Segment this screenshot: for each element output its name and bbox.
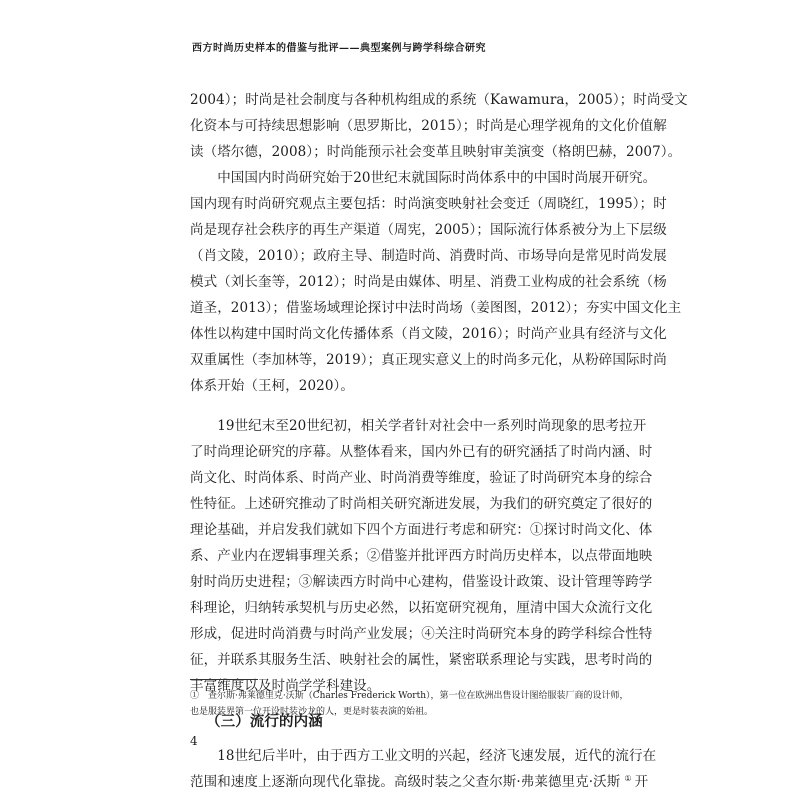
text-line: 18世纪后半叶，由于西方工业文明的兴起，经济飞速发展，近代的流行在 <box>190 748 657 764</box>
footnote-line: ① 查尔斯·弗莱德里克·沃斯（Charles Frederick Worth），第一位在欧洲出售设计图给服装厂商的设计师， <box>190 691 629 701</box>
footnote-rule <box>190 679 258 680</box>
text-line: 19世纪末至20世纪初，相关学者针对社会中一系列时尚现象的思考拉开 <box>190 418 647 434</box>
section-heading: （三）流行的内涵 <box>206 713 323 730</box>
footnote-line: 也是服装界第一位开设时装沙龙的人，更是时装表演的始祖。 <box>190 707 434 717</box>
text-line: 国内现有时尚研究观点主要包括：时尚演变映射社会变迁（周晓红，1995）；时 <box>190 196 667 212</box>
text-line: 理论基础，并启发我们就如下四个方面进行考虑和研究：①探讨时尚文化、体 <box>190 522 653 538</box>
text-line <box>190 769 649 795</box>
page-number: 4 <box>190 734 198 748</box>
text-line: 体性以构建中国时尚文化传播体系（肖文陵，2016）；时尚产业具有经济与文化 <box>190 326 667 342</box>
text-line: 系、产业内在逻辑事理关系；②借鉴并批评西方时尚历史样本，以点带面地映 <box>190 548 653 564</box>
text-line: 射时尚历史进程；③解读西方时尚中心建构，借鉴设计政策、设计管理等跨学 <box>190 574 653 590</box>
text-line: 道圣，2013）；借鉴场域理论探讨中法时尚场（姜图图，2012）；夯实中国文化主 <box>190 300 682 316</box>
text-line: 尚是现存社会秩序的再生产渠道（周宪，2005）；国际流行体系被分为上下层级 <box>190 222 667 238</box>
text-line: 体系开始（王柯，2020）。 <box>190 378 355 394</box>
text-line: 2004）；时尚是社会制度与各种机构组成的系统（Kawamura，2005）；时尚受文 <box>190 92 688 108</box>
text-line: 征，并联系其服务生活、映射社会的属性，紧密联系理论与实践，思考时尚的 <box>190 652 653 668</box>
text-line: 双重属性（李加林等，2019）；真正现实意义上的时尚多元化，从粉碎国际时尚 <box>190 352 667 368</box>
text-line: 了时尚理论研究的序幕。从整体看来，国内外已有的研究涵括了时尚内涵、时 <box>190 444 653 460</box>
text-fragment: 范围和速度上逐渐向现代化靠拢。高级时装之父查尔斯·弗莱德里克·沃斯 <box>190 774 621 790</box>
text-line: 形成，促进时尚消费与时尚产业发展；④关注时尚研究本身的跨学科综合性特 <box>190 626 653 642</box>
footnote-marker[interactable]: ① <box>624 773 632 783</box>
text-line: 读（塔尔德，2008）；时尚能预示社会变革且映射审美演变（格朗巴赫，2007）。 <box>190 144 682 160</box>
text-line: 化资本与可持续思想影响（思罗斯比，2015）；时尚是心理学视角的文化价值解 <box>190 118 667 134</box>
text-line: 丰富维度以及时尚学学科建设。 <box>190 678 381 694</box>
text-line: 中国国内时尚研究始于20世纪末就国际时尚体系中的中国时尚展开研究。 <box>190 170 657 186</box>
text-line: （肖文陵，2010）；政府主导、制造时尚、消费时尚、市场导向是常见时尚发展 <box>190 248 667 264</box>
text-line: 科理论，归纳转承契机与历史必然，以拓宽研究视角，厘清中国大众流行文化 <box>190 600 653 616</box>
running-header: 西方时尚历史样本的借鉴与批评——典型案例与跨学科综合研究 <box>192 43 486 54</box>
text-line: 性特征。上述研究推动了时尚相关研究渐进发展，为我们的研究奠定了很好的 <box>190 496 653 512</box>
text-line: 尚文化、时尚体系、时尚产业、时尚消费等维度，验证了时尚研究本身的综合 <box>190 470 653 486</box>
text-line: 模式（刘长奎等，2012）；时尚是由媒体、明星、消费工业构成的社会系统（杨 <box>190 274 667 290</box>
text-fragment: 开 <box>634 774 649 790</box>
footnote <box>190 688 629 720</box>
